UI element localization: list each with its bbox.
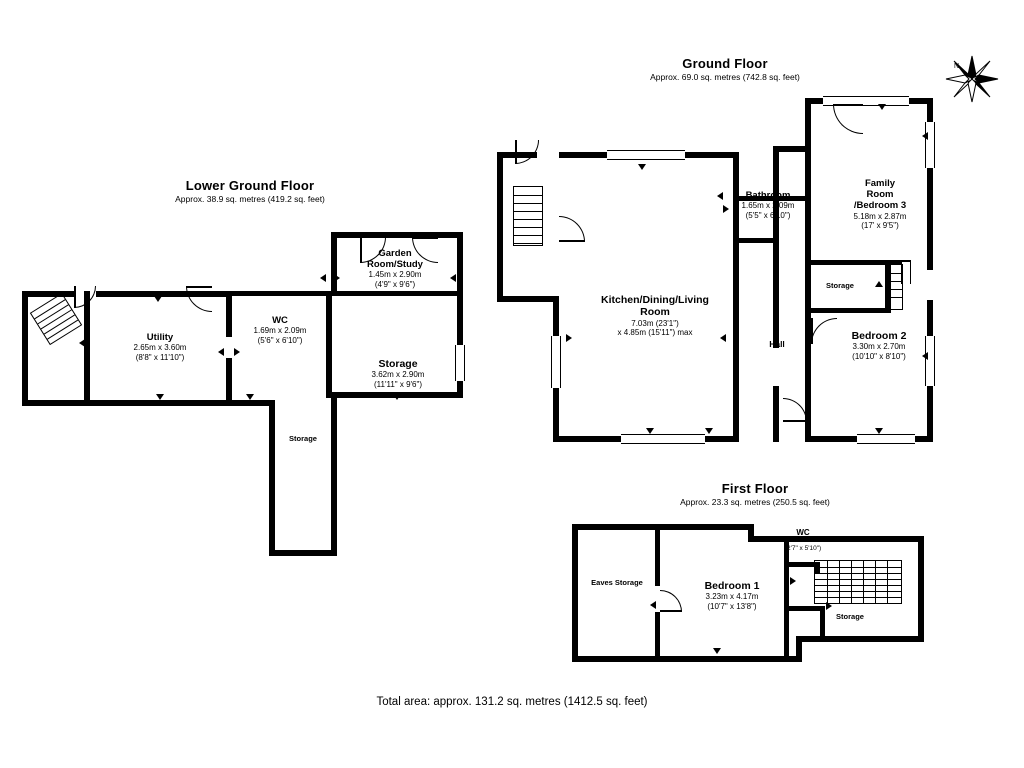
direction-arrow (156, 394, 164, 400)
direction-arrow (246, 394, 254, 400)
window (607, 150, 685, 160)
wall (331, 398, 337, 556)
direction-arrow (875, 428, 883, 434)
room-dimension-imperial: (10'7" x 13'8") (707, 601, 757, 611)
wall (796, 636, 802, 662)
room-dimension-imperial: (8'8" x 11'10") (135, 352, 185, 362)
room-dimension-metric: 3.23m x 4.17m (705, 592, 759, 602)
direction-arrow (154, 296, 162, 302)
room-dimension-imperial: (2'7" x 5'10") (784, 545, 822, 553)
room-name-line2: Room (866, 189, 894, 201)
room-name-line1: Kitchen/Dining/Living (601, 294, 709, 306)
wall (331, 232, 337, 292)
wall (84, 291, 90, 406)
door-leaf (783, 420, 807, 422)
lower-ground-floor-title: Lower Ground Floor (185, 178, 315, 193)
door-arc (74, 286, 96, 308)
direction-arrow (320, 274, 326, 282)
wall (559, 152, 609, 158)
compass-north-label: N (954, 63, 960, 70)
wall (269, 550, 337, 556)
wall (918, 536, 924, 642)
room-label-family-room-bedroom-3 (822, 178, 938, 230)
staircase-treads (814, 560, 902, 604)
wall (572, 524, 578, 662)
wall (773, 238, 779, 348)
staircase-small (885, 264, 903, 310)
room-dimension-metric: 5.18m x 2.87m (853, 211, 907, 221)
door-arc (833, 104, 863, 134)
wall (927, 384, 933, 442)
label-hall: Hall (769, 339, 785, 349)
room-dimension-metric: 2.65m x 3.60m (133, 343, 187, 353)
door-arc (559, 216, 585, 242)
room-dimension-metric: 1.69m x 2.09m (253, 326, 307, 336)
direction-arrow (826, 602, 832, 610)
door-leaf (515, 140, 517, 164)
direction-arrow (79, 339, 85, 347)
room-dimension-imperial: (5'6" x 6'10") (257, 335, 303, 345)
room-name: WC (796, 528, 810, 537)
room-label-kitchen-dining-living (575, 294, 735, 338)
first-floor-area: Approx. 23.3 sq. metres (250.5 sq. feet) (680, 497, 830, 507)
wall (22, 291, 74, 297)
wall (796, 636, 924, 642)
wall (683, 152, 733, 158)
room-label-wc-first (760, 528, 846, 553)
room-dimension-imperial: (17' x 9'5") (861, 221, 899, 231)
label-eaves-storage (582, 578, 652, 588)
room-label-utility (100, 332, 220, 362)
direction-arrow (638, 164, 646, 170)
window (925, 122, 935, 168)
room-name: Bedroom 1 (704, 580, 760, 592)
room-dimension-imperial: (10'10" x 8'10") (852, 351, 906, 361)
label-storage-small: Storage (289, 434, 317, 443)
room-dimension-imperial: (11'11" x 9'6") (373, 379, 422, 389)
wall (805, 98, 811, 152)
door-leaf (186, 286, 212, 288)
direction-arrow (450, 274, 456, 282)
room-dimension-metric: 3.62m x 2.90m (371, 370, 425, 380)
direction-arrow (650, 601, 656, 609)
first-floor-title: First Floor (721, 481, 789, 496)
wall (497, 152, 503, 302)
wall (22, 400, 275, 406)
wall (331, 232, 463, 238)
direction-arrow (922, 132, 928, 140)
door-leaf (74, 286, 76, 308)
room-name-line2: Room (640, 306, 670, 319)
wall (572, 524, 754, 530)
window (621, 434, 705, 444)
wall (226, 358, 232, 406)
window (551, 336, 561, 388)
door-leaf (811, 318, 813, 344)
door-arc (515, 140, 539, 164)
room-name: WC (272, 315, 288, 326)
wall (232, 291, 332, 296)
wall (655, 612, 660, 662)
room-label-wc (230, 315, 330, 345)
staircase (513, 186, 543, 246)
room-label-bathroom (713, 190, 823, 220)
compass-rose (940, 50, 1004, 108)
room-name: Utility (146, 332, 174, 343)
room-name-line1: Family (864, 178, 896, 189)
wall (572, 656, 802, 662)
wall (811, 308, 891, 313)
direction-arrow (234, 348, 240, 356)
total-area-text: Total area: approx. 131.2 sq. metres (1412.5 sq. feet) (376, 696, 648, 708)
door-leaf (412, 237, 438, 239)
wall (22, 291, 28, 406)
room-dimension-imperial: (5'5" x 6'10") (745, 210, 791, 220)
room-name-line1: Garden (378, 248, 412, 259)
window (857, 434, 915, 444)
room-dimension-metric: 1.45m x 2.90m (368, 270, 422, 280)
room-dimension-metric: 1.65m x 2.09m (741, 201, 795, 211)
room-dimension-imperial: x 4.85m (15'11") max (617, 328, 693, 338)
wall (269, 400, 275, 556)
wall (655, 524, 660, 586)
direction-arrow (646, 428, 654, 434)
room-name: Bathroom (745, 190, 791, 201)
room-name: Storage (378, 358, 418, 370)
door-leaf (833, 104, 863, 106)
room-label-bedroom-2 (818, 330, 940, 361)
direction-arrow (705, 428, 713, 434)
room-label-storage (338, 358, 458, 389)
room-label-bedroom-1 (670, 580, 794, 611)
label-text: Eaves Storage (591, 578, 643, 587)
room-name-line3: /Bedroom 3 (853, 200, 907, 212)
lower-ground-floor-area: Approx. 38.9 sq. metres (419.2 sq. feet) (175, 194, 325, 204)
direction-arrow (875, 281, 883, 287)
direction-arrow (878, 104, 886, 110)
direction-arrow (566, 334, 572, 342)
label-storage-ground: Storage (826, 281, 854, 290)
room-name-line2: Room/Study (367, 259, 423, 271)
room-name: Bedroom 2 (851, 330, 907, 342)
room-dimension-metric: 3.30m x 2.70m (852, 342, 906, 352)
wall (773, 386, 779, 442)
wall (820, 606, 825, 636)
door-arc (783, 398, 807, 422)
door-arc (186, 286, 212, 312)
room-label-garden-room-study (340, 248, 450, 289)
wall (331, 291, 463, 296)
ground-floor-title: Ground Floor (682, 56, 768, 71)
room-dimension-metric: 7.03m (23'1") (631, 318, 679, 328)
door-leaf (559, 240, 585, 242)
direction-arrow (393, 394, 401, 400)
label-storage-first: Storage (836, 612, 864, 621)
room-dimension-metric: 0.79m x 1.79m (781, 537, 825, 545)
wall (497, 296, 559, 302)
direction-arrow (713, 648, 721, 654)
room-dimension-imperial: (4'9" x 9'6") (374, 279, 416, 289)
ground-floor-area: Approx. 69.0 sq. metres (742.8 sq. feet) (650, 72, 800, 82)
